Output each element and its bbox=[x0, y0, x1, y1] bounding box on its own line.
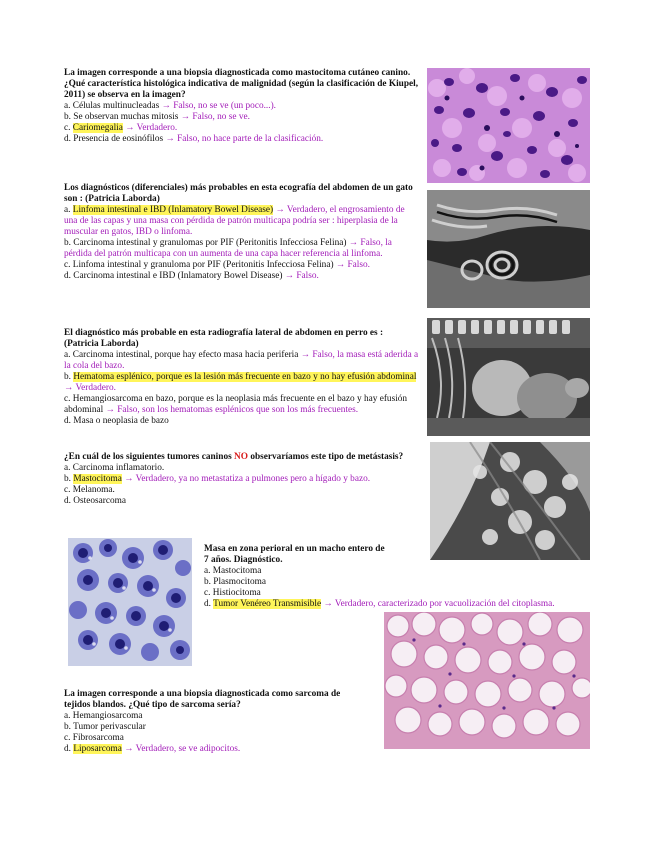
correct-answer-highlight: Linfoma intestinal e IBD (Inlamatory Bowel Disease) bbox=[72, 205, 274, 215]
question-2-option-d: d. Carcinoma intestinal e IBD (Inlamatory Bowel Disease) → Falso. bbox=[64, 271, 319, 281]
question-6-title: La imagen corresponde a una biopsia diagnosticada como sarcoma de tejidos blandos. ¿Qué tipo de sarcoma sería? bbox=[64, 689, 341, 710]
question-5-option-b: b. Plasmocitoma bbox=[204, 577, 266, 587]
correct-answer-highlight: Cariomegalia bbox=[72, 123, 123, 133]
question-5-title: Masa en zona perioral en un macho entero de 7 años. Diagnóstico. bbox=[204, 544, 385, 565]
question-3-option-b: b. Hematoma esplénico, porque es la lesión más frecuente en bazo y no hay efusión abdominal → Verdadero. bbox=[64, 372, 417, 393]
histology-liposarcoma-image bbox=[384, 612, 590, 749]
question-4-title: ¿En cuál de los siguientes tumores caninos NO observaríamos este tipo de metástasis? bbox=[64, 452, 404, 462]
question-4-option-c: c. Melanoma. bbox=[64, 485, 115, 495]
question-4-option-a: a. Carcinoma inflamatorio. bbox=[64, 463, 165, 473]
question-1-title: La imagen corresponde a una biopsia diagnosticada como mastocitoma cutáneo canino. ¿Qué característica histológica indicativa de malignidad (según la clasificación de Kiupel, 2011) se observa en la imagen? bbox=[64, 68, 419, 100]
question-5-option-a: a. Mastocitoma bbox=[204, 566, 262, 576]
question-2-option-c: c. Linfoma intestinal y granuloma por PIF (Peritonitis Infecciosa Felina) → Falso. bbox=[64, 260, 370, 270]
no-emphasis: NO bbox=[234, 452, 248, 462]
question-4-option-b: b. Mastocitoma → Verdadero, ya no metastatiza a pulmones pero a hígado y bazo. bbox=[64, 474, 371, 484]
question-1-option-c: c. Cariomegalia → Verdadero. bbox=[64, 123, 178, 133]
histology-mastocytoma-image bbox=[427, 68, 590, 183]
question-6-option-c: c. Fibrosarcoma bbox=[64, 733, 124, 743]
question-2 bbox=[64, 183, 419, 282]
question-3-option-a: a. Carcinoma intestinal, porque hay efecto masa hacia periferia → Falso, la masa está aderida a la cola del bazo. bbox=[64, 350, 419, 371]
lateral-abdominal-radiograph-image bbox=[427, 318, 590, 436]
question-6 bbox=[64, 689, 349, 755]
correct-answer-highlight: Mastocitoma bbox=[73, 474, 122, 484]
question-2-title: Los diagnósticos (diferenciales) más probables en esta ecografía del abdomen de un gato son : (Patricia Laborda) bbox=[64, 183, 413, 204]
question-4-option-d: d. Osteosarcoma bbox=[64, 496, 126, 506]
question-4 bbox=[64, 452, 419, 507]
question-1 bbox=[64, 68, 420, 145]
question-1-option-d: d. Presencia de eosinófilos → Falso, no hace parte de la clasificación. bbox=[64, 134, 324, 144]
question-3 bbox=[64, 328, 419, 427]
cytology-tvt-image bbox=[68, 538, 192, 666]
thoracic-radiograph-metastasis-image bbox=[430, 442, 590, 560]
correct-answer-highlight: Liposarcoma bbox=[73, 744, 122, 754]
correct-answer-highlight: Tumor Venéreo Transmisible bbox=[213, 599, 322, 609]
question-6-option-a: a. Hemangiosarcoma bbox=[64, 711, 143, 721]
question-2-option-b: b. Carcinoma intestinal y granulomas por PIF (Peritonitis Infecciosa Felina) → Falso, la pérdida del patrón multicapa con un aumenta de una capa hacer referencia al linfoma. bbox=[64, 238, 392, 259]
question-1-option-a: a. Células multinucleadas → Falso, no se ve (un poco...). bbox=[64, 101, 276, 111]
question-6-option-d: d. Liposarcoma → Verdadero, se ve adipocitos. bbox=[64, 744, 241, 754]
question-5-option-d: d. Tumor Venéreo Transmisible → Verdadero, caracterizado por vacuolización del citoplasma. bbox=[204, 599, 555, 609]
question-3-option-d: d. Masa o neoplasia de bazo bbox=[64, 416, 169, 426]
question-5 bbox=[204, 544, 389, 599]
correct-answer-highlight: Hematoma esplénico, porque es la lesión más frecuente en bazo y no hay efusión abdominal bbox=[73, 372, 417, 382]
question-5-option-c: c. Histiocitoma bbox=[204, 588, 261, 598]
question-2-option-a: a. Linfoma intestinal e IBD (Inlamatory Bowel Disease) → Verdadero, el engrosamiento de una de las capas y una masa con pérdida de patrón multicapa podría ser : hiperplasia de la muscular en gatos, IBD o linfoma. bbox=[64, 205, 405, 237]
question-1-option-b: b. Se observan muchas mitosis → Falso, no se ve. bbox=[64, 112, 250, 122]
question-3-title: El diagnóstico más probable en esta radiografía lateral de abdomen en perro es : (Patricia Laborda) bbox=[64, 328, 384, 349]
question-6-option-b: b. Tumor perivascular bbox=[64, 722, 146, 732]
abdominal-ultrasound-image bbox=[427, 190, 590, 308]
question-3-option-c: c. Hemangiosarcoma en bazo, porque es la neoplasia más frecuente en el bazo y hay efusión abdominal → Falso, son los hematomas esplénicos que son los más frecuentes. bbox=[64, 394, 408, 415]
